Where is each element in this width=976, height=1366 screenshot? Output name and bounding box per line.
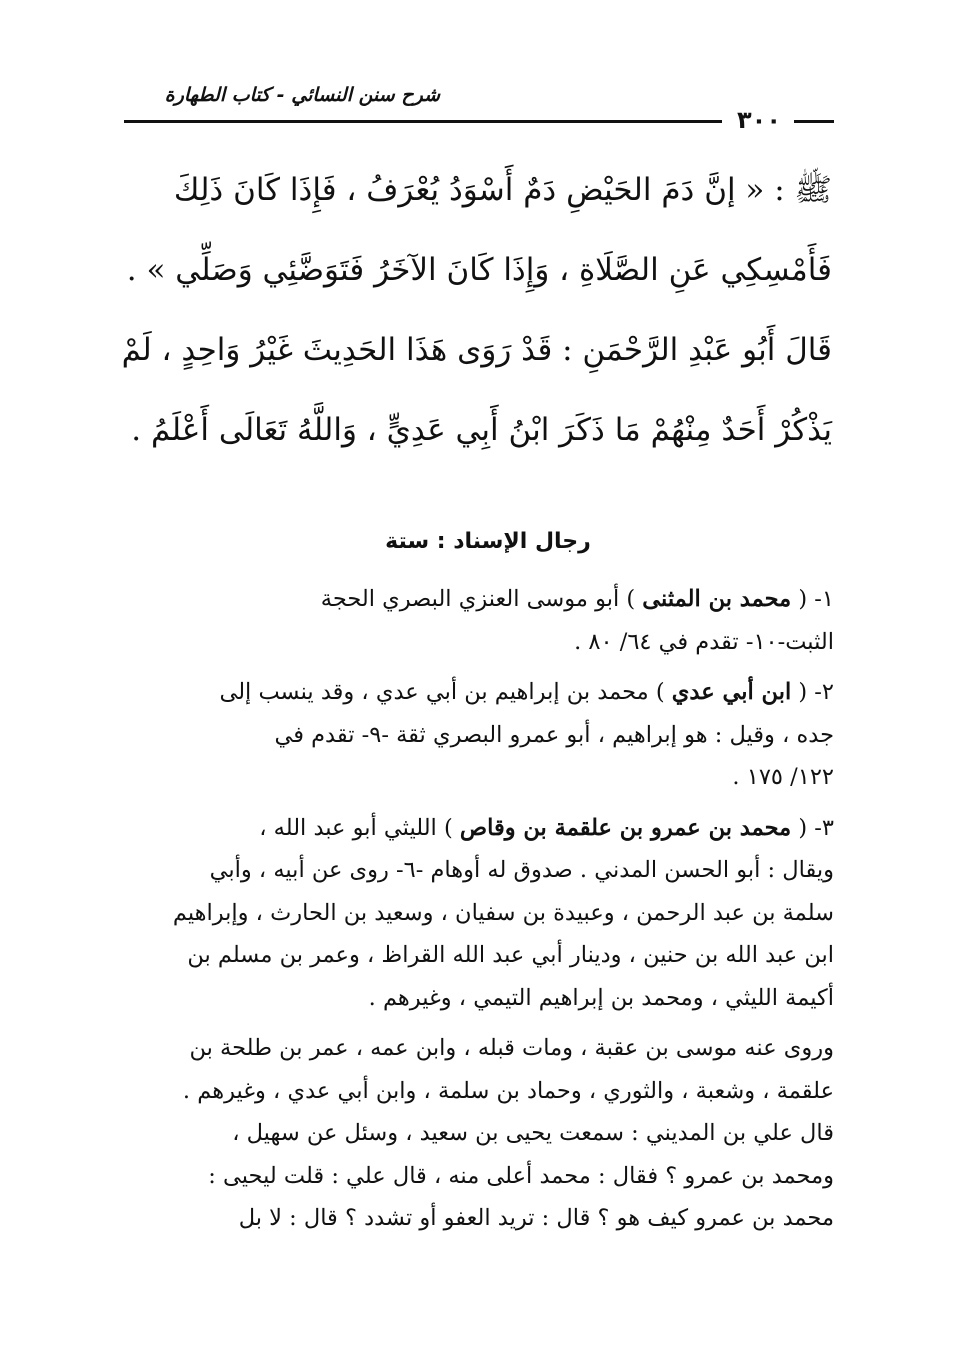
- narrator-entry-3: [122, 807, 834, 1020]
- entry-text: ) الليثي أبو عبد الله ،: [259, 814, 453, 841]
- entry-line: جده ، وقيل : هو إبراهيم ، أبو عمرو البصري ثقة -٩- تقدم في: [274, 721, 834, 748]
- entry-text: ) محمد بن إبراهيم بن أبي عدي ، وقد ينسب إلى: [219, 679, 665, 705]
- hadith-text: [122, 150, 832, 470]
- entry-number: ٣- (: [798, 814, 834, 841]
- paragraph-narrated-from: [122, 1027, 834, 1112]
- paragraph-ibn-al-madini: [122, 1112, 834, 1240]
- header-rule-right: [794, 120, 834, 123]
- entry-first-line: [122, 807, 834, 850]
- entry-line: ويقال : أبو الحسن المدني . صدوق له أوهام -٦- روى عن أبيه ، وأبي: [209, 857, 834, 883]
- entry-number: ٢- (: [798, 679, 834, 705]
- narrator-entry-1: [122, 578, 834, 663]
- paragraph-line: ومحمد بن عمرو ؟ فقال : محمد أعلى منه ، قال علي : قلت ليحيى :: [208, 1162, 834, 1189]
- narrator-entry-2: [122, 671, 834, 799]
- entry-first-line: [122, 578, 834, 621]
- entry-number: ١- (: [798, 586, 834, 612]
- paragraph-line: قال علي بن المديني : سمعت يحيى بن سعيد ، وسئل عن سهيل ،: [232, 1120, 834, 1146]
- narrators-list: [122, 578, 834, 1240]
- hadith-line: ﷺ : « إنَّ دَمَ الحَيْضِ دَمٌ أَسْوَدُ يُعْرَفُ ، فَإِذَا كَانَ ذَلِكَ: [173, 172, 832, 208]
- page-number: ٣٠٠: [737, 106, 781, 134]
- entry-line: ١٢٢/ ١٧٥ .: [732, 764, 834, 790]
- header-rule: [124, 120, 722, 123]
- narrator-name: محمد بن عمرو بن علقمة بن وقاص: [459, 814, 792, 841]
- entry-text: ) أبو موسى العنزي البصري الحجة: [320, 586, 636, 612]
- hadith-line: يَذْكُرْ أَحَدٌ مِنْهُمْ مَا ذَكَرَ ابْنُ أَبِي عَدِيٍّ ، وَاللَّهُ تَعَالَى أَعْلَمُ .: [131, 412, 832, 448]
- entry-line: أكيمة الليثي ، ومحمد بن إبراهيم التيمي ، وغيرهم .: [368, 984, 834, 1011]
- hadith-line: قَالَ أَبُو عَبْدِ الرَّحْمَنِ : قَدْ رَوَى هَذَا الحَدِيثَ غَيْرُ وَاحِدٍ ، لَمْ: [121, 332, 832, 368]
- paragraph-line: وروى عنه موسى بن عقبة ، ومات قبله ، وابن عمه ، عمر بن طلحة بن: [189, 1035, 834, 1061]
- running-header-title: شرح سنن النسائي - كتاب الطهارة: [164, 84, 440, 106]
- narrator-name: محمد بن المثنى: [642, 586, 792, 612]
- section-heading: رجال الإسناد : ستة: [385, 529, 591, 554]
- entry-line: ابن عبد الله بن حنين ، ودينار أبي عبد الله القراظ ، وعمر بن مسلم بن: [187, 942, 834, 968]
- paragraph-line: علقمة ، وشعبة ، والثوري ، وحماد بن سلمة ، وابن أبي عدي ، وغيرهم .: [182, 1077, 834, 1104]
- entry-line: الثبت-١٠- تقدم في ٦٤/ ٨٠ .: [574, 628, 834, 655]
- entry-first-line: [122, 671, 834, 714]
- entry-line: سلمة بن عبد الرحمن ، وعبيدة بن سفيان ، وسعيد بن الحارث ، وإبراهيم: [172, 899, 834, 926]
- hadith-line: فَأَمْسِكِي عَنِ الصَّلَاةِ ، وَإِذَا كَانَ الآخَرُ فَتَوَضَّئِي وَصَلِّي » .: [126, 252, 832, 288]
- paragraph-line: محمد بن عمرو كيف هو ؟ قال : تريد العفو أو تشدد ؟ قال : لا بل: [238, 1205, 834, 1231]
- narrator-name: ابن أبي عدي: [671, 679, 792, 705]
